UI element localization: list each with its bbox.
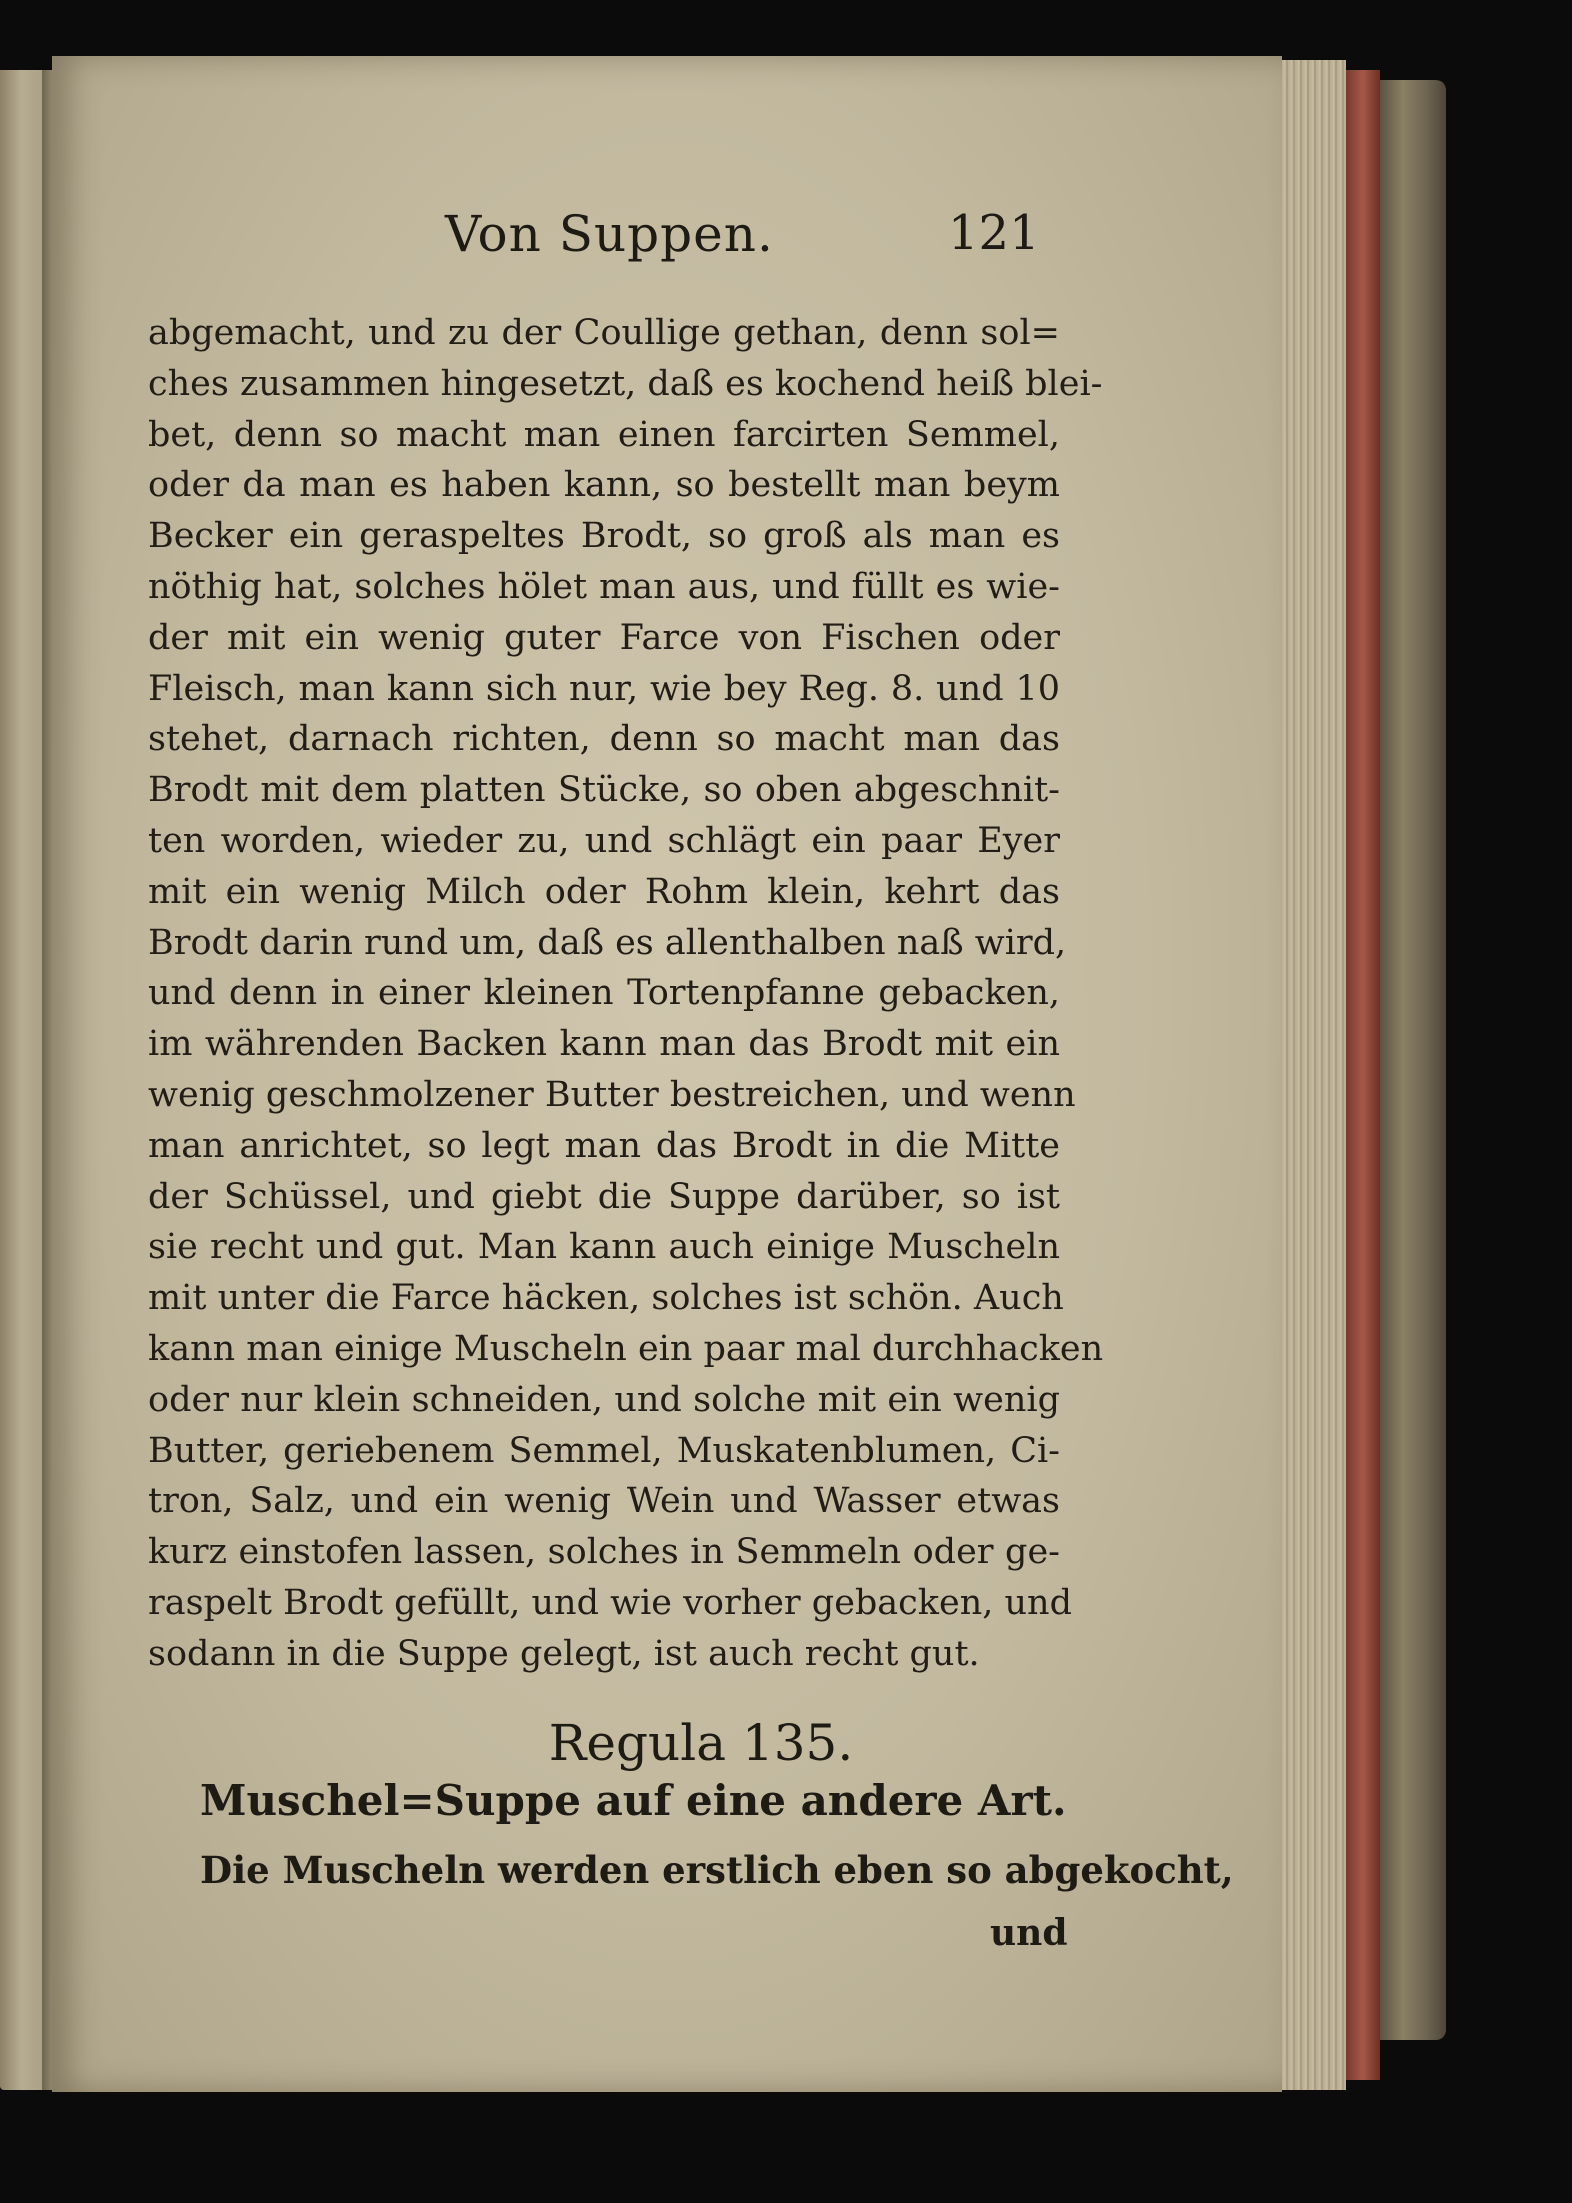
catchword: und [990,1912,1068,1954]
text-line: sodann in die Suppe gelegt, ist auch recht gut. [148,1633,980,1674]
text-line: raspelt Brodt gefüllt, und wie vorher gebacken, und [148,1582,1072,1623]
text-line: Brodt darin rund um, daß es allenthalben naß wird, [148,922,1067,963]
text-line: kann man einige Muscheln ein paar mal durchhacken [148,1328,1104,1369]
text-line: bet, denn so macht man einen farcirten Semmel, [148,414,1060,455]
text-line: der mit ein wenig guter Farce von Fischen oder [148,617,1060,658]
text-line: nöthig hat, solches hölet man aus, und füllt es wie- [148,566,1060,607]
text-line: oder da man es haben kann, so bestellt man beym [148,465,1060,506]
rule-subtitle: Muschel=Suppe auf eine andere Art. [200,1776,1067,1825]
rule-first-line: Die Muscheln werden erstlich eben so abgekocht, [200,1848,1234,1892]
text-line: ches zusammen hingesetzt, daß es kochend heiß blei- [148,363,1103,404]
text-line: Butter, geriebenem Semmel, Muskatenblumen, Ci- [148,1430,1060,1471]
text-line: und denn in einer kleinen Tortenpfanne gebacken, [148,973,1060,1014]
page-number: 121 [948,205,1040,261]
running-head: Von Suppen. [445,205,774,263]
text-line: Fleisch, man kann sich nur, wie bey Reg. 8. und 10 [148,668,1060,709]
text-line: ten worden, wieder zu, und schlägt ein paar Eyer [148,820,1060,861]
text-line: tron, Salz, und ein wenig Wein und Wasser etwas [148,1481,1060,1522]
text-line: sie recht und gut. Man kann auch einige Muscheln [148,1227,1060,1268]
red-page-edge [1346,70,1380,2080]
page-edges [1282,60,1346,2090]
text-line: kurz einstofen lassen, solches in Semmeln oder ge- [148,1532,1060,1573]
text-line: Becker ein geraspeltes Brodt, so groß als man es [148,516,1060,557]
text-line: mit ein wenig Milch oder Rohm klein, kehrt das [148,871,1060,912]
rule-heading [0,1714,1572,1772]
facing-page-edge [0,70,48,2090]
text-line: stehet, darnach richten, denn so macht man das [148,719,1060,760]
text-line: der Schüssel, und giebt die Suppe darüber, so ist [148,1176,1060,1217]
body-text [148,308,1104,1680]
rule-heading-text: Regula 135. [548,1714,854,1772]
text-line: Brodt mit dem platten Stücke, so oben abgeschnit- [148,770,1060,811]
text-line: abgemacht, und zu der Coullige gethan, denn sol= [148,313,1060,353]
text-line: wenig geschmolzener Butter bestreichen, und wenn [148,1074,1076,1115]
text-line: mit unter die Farce häcken, solches ist schön. Auch [148,1278,1064,1319]
text-line: im währenden Backen kann man das Brodt mit ein [148,1024,1060,1065]
text-line: oder nur klein schneiden, und solche mit ein wenig [148,1379,1060,1420]
text-line: man anrichtet, so legt man das Brodt in die Mitte [148,1125,1060,1166]
